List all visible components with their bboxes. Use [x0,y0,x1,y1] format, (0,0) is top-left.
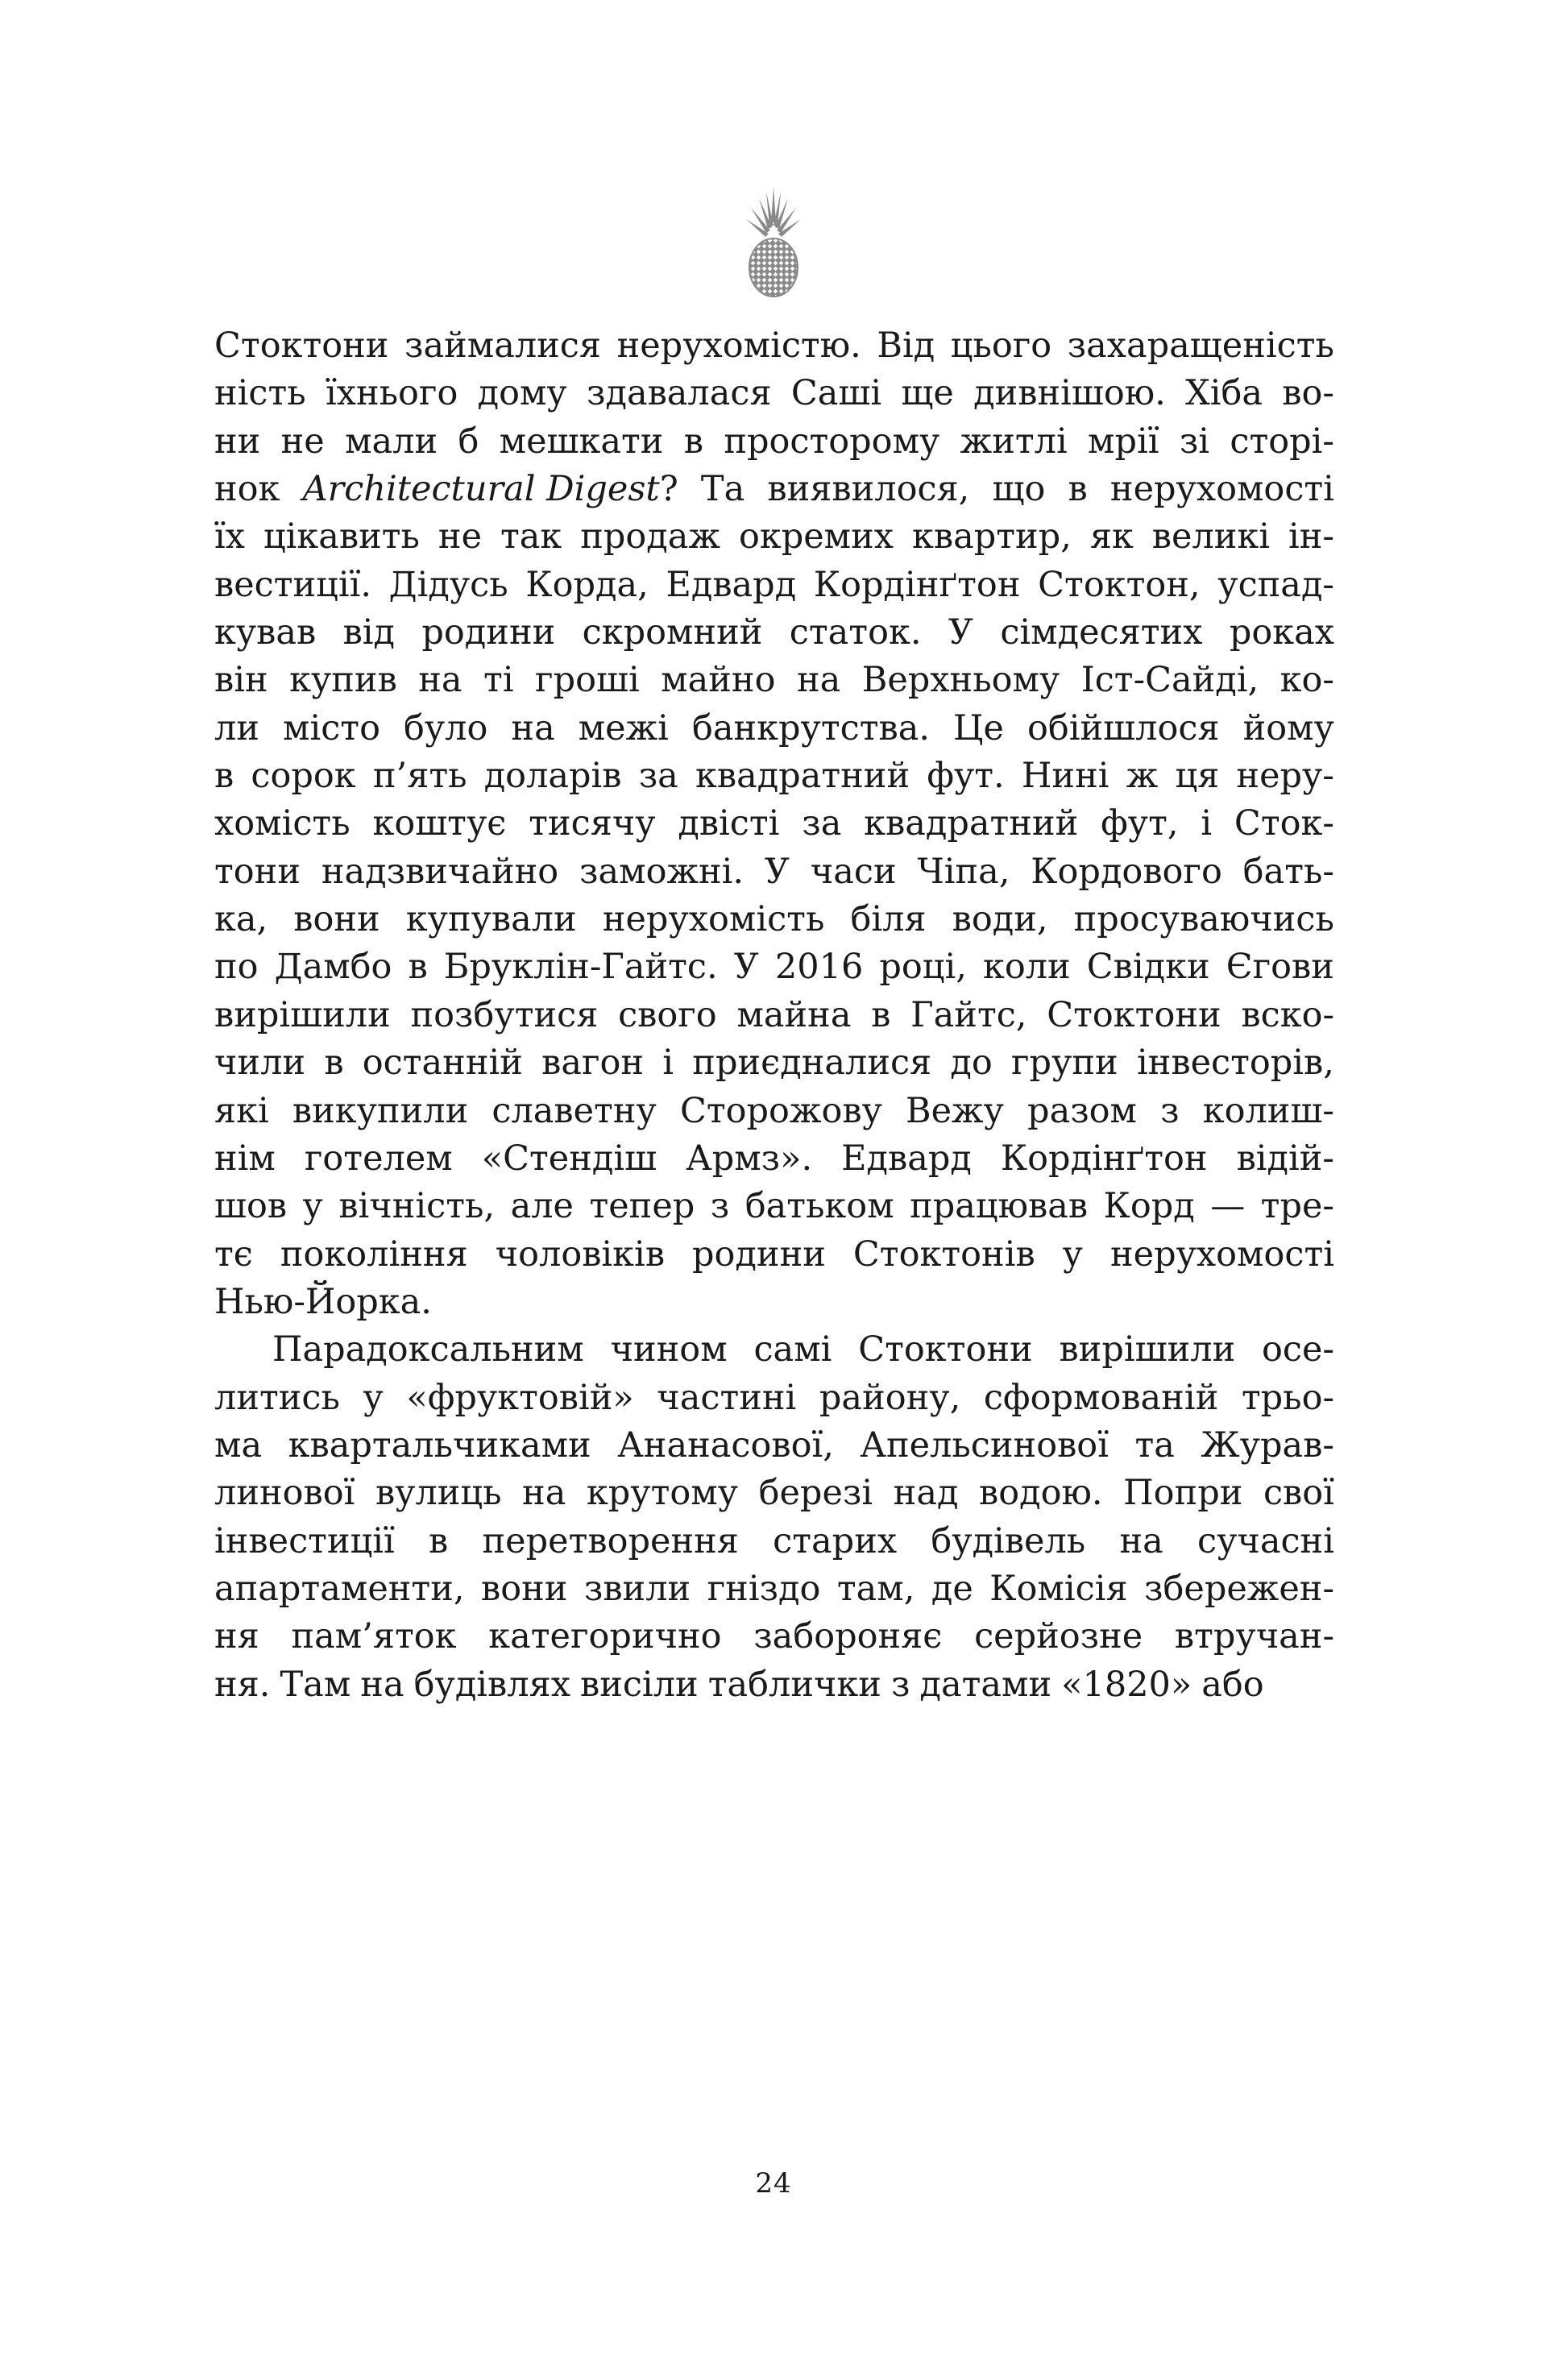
text-line: вестиції. Дідусь Корда, Едвард Кордінґтон Стоктон, успад- [214,564,1334,605]
text-line: Парадоксальним чином самі Стоктони вирішили осе- [272,1329,1334,1370]
text-line: ка, вони купували нерухомість біля води, просуваючись [214,899,1334,940]
text-line: тє покоління чоловіків родини Стоктонів у нерухомості [214,1234,1334,1275]
text-line: чили в останній вагон і приєдналися до групи інвесторів, [214,1043,1334,1084]
text-line: тони надзвичайно заможні. У часи Чіпа, Кордового бать- [214,851,1334,892]
text-line: які викупили славетну Сторожову Вежу разом з колиш- [214,1090,1334,1131]
text-line: по Дамбо в Бруклін-Гайтс. У 2016 році, коли Свідки Єгови [214,947,1334,988]
body-text [214,322,1334,1709]
text-line: апартаменти, вони звили гніздо там, де Комісія збережен- [214,1568,1334,1609]
text-line: ність їхнього дому здавалася Саші ще дивнішою. Хіба во- [214,373,1334,414]
pineapple-ornament-icon [744,187,803,298]
text-line: линової вулиць на крутому березі над водою. Попри свої [214,1473,1334,1514]
text-line: він купив на ті гроші майно на Верхньому Іст-Сайді, ко- [214,660,1334,701]
text-line: ни не мали б мешкати в просторому житлі мрії зі сторі- [214,421,1334,462]
text-line: кував від родини скромний статок. У сімдесятих роках [214,612,1334,653]
text-line: хомість коштує тисячу двісті за квадратний фут, і Сток- [214,803,1334,844]
text-line: Стоктони займалися нерухомістю. Від цього захаращеність [214,325,1334,366]
text-line: ма квартальчиками Ананасової, Апельсинової та Журав- [214,1424,1334,1466]
text-line: нім готелем «Стендіш Армз». Едвард Кордінґтон відій- [214,1138,1334,1179]
text-line: в сорок п’ять доларів за квадратний фут. Нині ж ця неру- [214,756,1334,797]
text-line: ли місто було на межі банкрутства. Це обійшлося йому [214,707,1334,748]
text-line: Нью-Йорка. [214,1281,432,1322]
text-line: шов у вічність, але тепер з батьком працював Корд — тре- [214,1186,1334,1227]
text-line: їх цікавить не так продаж окремих квартир, як великі ін- [214,516,1334,558]
page-number: 24 [755,2167,792,2200]
text-line: ня пам’яток категорично забороняє серйозне втручан- [214,1616,1334,1657]
text-line: нок Architectural Digest? Та виявилося, що в нерухомості [214,469,1334,510]
paragraph [214,322,1334,1326]
text-line: вирішили позбутися свого майна в Гайтс, Стоктони вско- [214,994,1334,1035]
text-line: інвестиції в перетворення старих будівель на сучасні [214,1520,1334,1561]
paragraph [214,1326,1334,1709]
text-line: ня. Там на будівлях висіли таблички з датами «1820» або [214,1664,1264,1705]
text-line: литись у «фруктовій» частині району, сформованій трьо- [214,1377,1334,1418]
